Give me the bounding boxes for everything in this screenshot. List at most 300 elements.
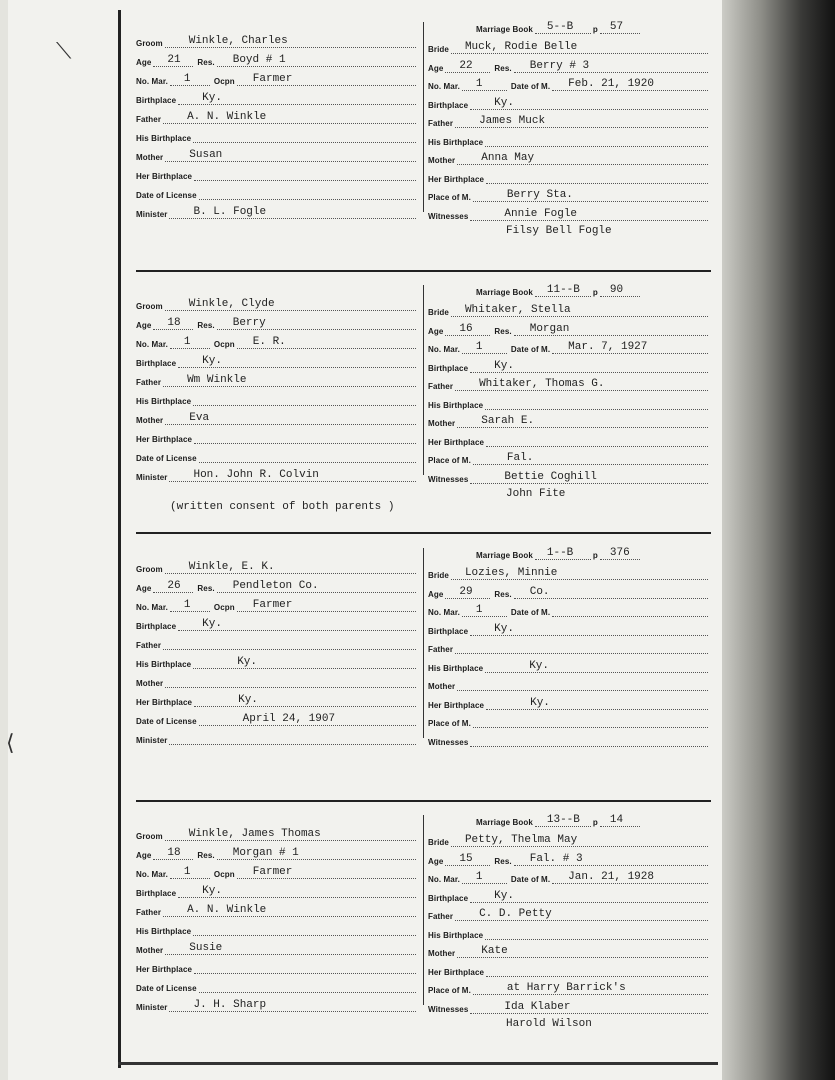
age-label: Age [428, 589, 444, 599]
place-of-m-row [428, 710, 708, 728]
no-mar-row [428, 866, 708, 884]
father-label: Father [428, 119, 454, 128]
date-of-m-fill [552, 870, 708, 884]
minister-value: B. L. Fogle [193, 206, 267, 218]
date-of-m-fill [552, 603, 708, 617]
his-birthplace-row [136, 388, 416, 406]
mother-fill [457, 414, 708, 428]
his-birthplace-fill [485, 926, 708, 940]
mother-label: Mother [136, 153, 164, 162]
res-fill [514, 322, 708, 336]
father-value: Wm Winkle [187, 374, 247, 386]
minister-fill [169, 468, 416, 482]
mother-row [136, 144, 416, 162]
mother-value: Anna May [481, 152, 535, 164]
page-value: 14 [609, 814, 624, 826]
marriage-record [130, 285, 715, 520]
minister-fill [169, 731, 416, 745]
birthplace-row [136, 613, 416, 631]
birthplace-label: Birthplace [136, 359, 177, 368]
father-label: Father [136, 908, 162, 917]
marriage-book-label: Marriage Book [476, 551, 533, 560]
father-row [136, 899, 416, 917]
her-birthplace-row [136, 163, 416, 181]
res-value: Fal. # 3 [529, 852, 583, 865]
date-of-m-fill [552, 340, 708, 354]
age-label: Age [136, 321, 152, 330]
name-row [136, 556, 416, 574]
birthplace-value: Ky. [202, 885, 222, 897]
his-birthplace-fill [193, 922, 416, 936]
his-birthplace-fill [193, 129, 416, 143]
res-fill [217, 846, 416, 860]
mother-fill [165, 148, 416, 162]
birthplace-row [428, 885, 708, 903]
mother-row [428, 673, 708, 691]
father-fill [455, 640, 708, 654]
witnesses-row [428, 203, 708, 221]
mother-label: Mother [428, 949, 456, 958]
no-mar-value: 1 [183, 599, 191, 611]
witnesses-label: Witnesses [428, 474, 469, 484]
mother-value: Eva [189, 412, 210, 424]
age-row [428, 581, 708, 599]
ocpn-value: Farmer [252, 73, 293, 85]
date-of-license-fill [199, 979, 416, 993]
birthplace-label: Birthplace [428, 100, 469, 110]
mother-fill [165, 411, 416, 425]
ocpn-fill [237, 335, 416, 349]
father-fill [455, 114, 708, 128]
no-mar-label: No. Mar. [428, 345, 460, 354]
age-value: 15 [459, 852, 473, 865]
record-separator [136, 532, 711, 534]
witnesses-label: Witnesses [428, 211, 469, 221]
age-value: 22 [459, 59, 473, 72]
no-mar-value: 1 [475, 341, 483, 353]
res-value: Boyd # 1 [232, 54, 286, 66]
book-value: 13--B [546, 814, 580, 826]
no-mar-value: 1 [475, 604, 483, 616]
date-of-license-row [136, 975, 416, 993]
marriage-book-ref [476, 809, 640, 827]
date-of-license-row [136, 182, 416, 200]
res-value: Berry # 3 [529, 59, 590, 72]
her-birthplace-row [428, 692, 708, 710]
minister-value: Hon. John R. Colvin [193, 469, 319, 481]
birthplace-value: Ky. [494, 96, 514, 109]
birthplace-value: Ky. [494, 359, 514, 372]
page-border-bottom [118, 1062, 718, 1065]
marriage-book-label: Marriage Book [476, 25, 533, 34]
date-of-license-label: Date of License [136, 454, 197, 463]
his-birthplace-label: His Birthplace [136, 660, 192, 669]
birthplace-value: Ky. [494, 889, 514, 902]
witnesses-fill [470, 207, 708, 221]
age-row [428, 55, 708, 73]
birthplace-label: Birthplace [136, 889, 177, 898]
name-value: Winkle, Clyde [188, 298, 275, 310]
father-row [136, 369, 416, 387]
date-of-m-label: Date of M. [510, 82, 551, 91]
name-fill [451, 303, 708, 317]
birthplace-row [428, 92, 708, 110]
second-witness: Harold Wilson [506, 1018, 592, 1030]
his-birthplace-value: Ky. [529, 659, 550, 672]
groom-label: Groom [136, 565, 163, 574]
birthplace-fill [470, 889, 708, 903]
birthplace-label: Birthplace [136, 622, 177, 631]
father-fill [163, 636, 416, 650]
ocpn-value: Farmer [252, 866, 293, 878]
father-label: Father [428, 645, 454, 654]
scan-edge-left [0, 0, 8, 1080]
date-of-license-value: April 24, 1907 [242, 713, 336, 725]
mother-label: Mother [136, 416, 164, 425]
mother-row [428, 940, 708, 958]
father-row [428, 903, 708, 921]
place-of-m-value: Fal. [506, 452, 534, 464]
res-label: Res. [494, 589, 512, 599]
place-of-m-fill [473, 451, 708, 465]
birthplace-fill [178, 91, 416, 105]
his-birthplace-row [428, 922, 708, 940]
mother-fill [165, 674, 416, 688]
date-of-m-value: Jan. 21, 1928 [568, 871, 654, 883]
place-of-m-label: Place of M. [428, 193, 471, 202]
date-of-m-label: Date of M. [510, 345, 551, 354]
no-mar-label: No. Mar. [428, 608, 460, 617]
name-fill [165, 827, 416, 841]
minister-row [136, 201, 416, 219]
record-separator [136, 270, 711, 272]
mother-row [428, 410, 708, 428]
age-row [136, 49, 416, 67]
father-label: Father [136, 641, 162, 650]
res-label: Res. [197, 321, 215, 330]
birthplace-label: Birthplace [136, 96, 177, 105]
no-mar-row [136, 68, 416, 86]
father-value: Whitaker, Thomas G. [479, 378, 605, 390]
no-mar-fill [170, 865, 210, 879]
no-mar-value: 1 [183, 336, 191, 348]
age-label: Age [428, 856, 444, 866]
her-birthplace-fill [194, 960, 416, 974]
birthplace-fill [470, 96, 708, 110]
his-birthplace-label: His Birthplace [428, 400, 484, 410]
res-fill [217, 316, 416, 330]
birthplace-row [136, 350, 416, 368]
column-divider [423, 22, 424, 212]
her-birthplace-row [136, 689, 416, 707]
name-row [428, 829, 708, 847]
book-fill [535, 546, 591, 560]
her-birthplace-label: Her Birthplace [136, 698, 193, 707]
place-of-m-label: Place of M. [428, 986, 471, 995]
his-birthplace-row [136, 125, 416, 143]
column-divider [423, 285, 424, 475]
age-value: 18 [167, 317, 181, 329]
bride-label: Bride [428, 838, 449, 847]
mother-label: Mother [428, 156, 456, 165]
place-of-m-value: Berry Sta. [506, 189, 573, 201]
father-row [136, 632, 416, 650]
age-label: Age [136, 851, 152, 860]
name-row [136, 823, 416, 841]
birthplace-fill [178, 354, 416, 368]
age-label: Age [428, 326, 444, 336]
her-birthplace-label: Her Birthplace [428, 174, 485, 184]
her-birthplace-label: Her Birthplace [136, 965, 193, 974]
his-birthplace-row [136, 918, 416, 936]
name-row [136, 293, 416, 311]
res-value: Co. [529, 585, 550, 598]
his-birthplace-fill [193, 392, 416, 406]
witnesses-value: Annie Fogle [504, 207, 578, 220]
no-mar-value: 1 [475, 78, 483, 90]
no-mar-fill [170, 335, 210, 349]
her-birthplace-label: Her Birthplace [136, 435, 193, 444]
father-row [428, 636, 708, 654]
his-birthplace-row [428, 129, 708, 147]
no-mar-fill [170, 598, 210, 612]
his-birthplace-label: His Birthplace [136, 927, 192, 936]
scan-edge-right [722, 0, 835, 1080]
witnesses-label: Witnesses [428, 1004, 469, 1014]
minister-row [136, 464, 416, 482]
res-fill [514, 585, 708, 599]
marriage-book-ref [476, 279, 640, 297]
birthplace-fill [470, 622, 708, 636]
her-birthplace-row [428, 959, 708, 977]
mother-row [136, 407, 416, 425]
marriage-record [130, 815, 715, 1050]
her-birthplace-fill [194, 167, 416, 181]
father-fill [163, 903, 416, 917]
age-row [136, 575, 416, 593]
page-value: 57 [609, 21, 624, 33]
ocpn-label: Ocpn [213, 77, 235, 86]
bride-label: Bride [428, 308, 449, 317]
father-label: Father [136, 378, 162, 387]
birthplace-fill [178, 617, 416, 631]
mother-row [136, 937, 416, 955]
mother-value: Sarah E. [481, 415, 535, 427]
his-birthplace-fill [485, 396, 708, 410]
place-of-m-fill [473, 981, 708, 995]
his-birthplace-row [136, 651, 416, 669]
book-value: 11--B [546, 284, 580, 296]
her-birthplace-row [428, 166, 708, 184]
marriage-record [130, 22, 715, 257]
mother-value: Susie [189, 942, 223, 954]
father-value: A. N. Winkle [187, 111, 267, 123]
name-row [136, 30, 416, 48]
minister-row [136, 727, 416, 745]
birthplace-label: Birthplace [428, 893, 469, 903]
page-fill [600, 546, 640, 560]
witnesses-fill [470, 733, 708, 747]
mother-fill [165, 941, 416, 955]
father-value: C. D. Petty [479, 908, 552, 920]
age-fill [153, 316, 193, 330]
age-fill [153, 53, 193, 67]
her-birthplace-fill [486, 963, 708, 977]
age-label: Age [136, 58, 152, 67]
his-birthplace-fill [485, 659, 708, 673]
book-fill [535, 20, 591, 34]
record-separator [136, 800, 711, 802]
page-label: p [592, 551, 598, 560]
page-fill [600, 283, 640, 297]
date-of-m-value: Mar. 7, 1927 [568, 341, 648, 353]
his-birthplace-fill [485, 133, 708, 147]
page-label: p [592, 288, 598, 297]
his-birthplace-label: His Birthplace [136, 397, 192, 406]
her-birthplace-label: Her Birthplace [428, 967, 485, 977]
date-of-license-label: Date of License [136, 717, 197, 726]
bride-label: Bride [428, 45, 449, 54]
age-value: 29 [459, 585, 473, 598]
minister-label: Minister [136, 1003, 168, 1012]
name-value: Petty, Thelma May [464, 834, 578, 846]
date-of-license-label: Date of License [136, 984, 197, 993]
date-of-license-fill [199, 712, 416, 726]
birthplace-row [428, 618, 708, 636]
res-value: Morgan [529, 322, 570, 335]
res-fill [217, 53, 416, 67]
mother-fill [457, 677, 708, 691]
second-witness: John Fite [506, 488, 566, 500]
birthplace-label: Birthplace [428, 363, 469, 373]
page-value: 376 [609, 547, 630, 559]
ocpn-label: Ocpn [213, 603, 235, 612]
age-value: 18 [167, 847, 181, 859]
age-label: Age [136, 584, 152, 593]
page-label: p [592, 818, 598, 827]
name-value: Lozies, Minnie [464, 567, 558, 579]
her-birthplace-label: Her Birthplace [428, 700, 485, 710]
birthplace-row [136, 87, 416, 105]
father-fill [455, 377, 708, 391]
her-birthplace-value: Ky. [238, 694, 258, 706]
name-value: Whitaker, Stella [464, 304, 571, 316]
birthplace-value: Ky. [202, 618, 222, 630]
groom-label: Groom [136, 39, 163, 48]
witnesses-fill [470, 470, 708, 484]
ocpn-fill [237, 598, 416, 612]
ocpn-label: Ocpn [213, 870, 235, 879]
mother-label: Mother [136, 679, 164, 688]
age-fill [153, 846, 193, 860]
second-witness: Filsy Bell Fogle [506, 225, 612, 237]
his-birthplace-value: Ky. [237, 656, 258, 668]
name-row [428, 299, 708, 317]
name-row [428, 36, 708, 54]
witnesses-row [428, 729, 708, 747]
her-birthplace-fill [486, 696, 708, 710]
place-of-m-fill [473, 714, 708, 728]
place-of-m-row [428, 184, 708, 202]
age-value: 16 [459, 322, 473, 335]
minister-row [136, 994, 416, 1012]
birthplace-value: Ky. [202, 355, 222, 367]
groom-label: Groom [136, 832, 163, 841]
page-fill [600, 813, 640, 827]
marriage-book-ref [476, 16, 640, 34]
res-label: Res. [494, 326, 512, 336]
ocpn-label: Ocpn [213, 340, 235, 349]
res-fill [514, 59, 708, 73]
age-fill [445, 59, 490, 73]
age-value: 21 [167, 54, 181, 66]
no-mar-fill [462, 77, 507, 91]
witnesses-value: Bettie Coghill [504, 470, 597, 483]
witnesses-value: Ida Klaber [504, 1000, 571, 1013]
ocpn-value: E. R. [252, 336, 286, 348]
her-birthplace-fill [194, 430, 416, 444]
book-value: 5--B [546, 21, 574, 33]
no-mar-label: No. Mar. [136, 603, 168, 612]
father-row [136, 106, 416, 124]
ocpn-value: Farmer [252, 599, 293, 611]
no-mar-fill [462, 603, 507, 617]
age-label: Age [428, 63, 444, 73]
no-mar-label: No. Mar. [136, 870, 168, 879]
date-of-m-value: Feb. 21, 1920 [568, 78, 654, 90]
place-of-m-value: at Harry Barrick's [506, 982, 626, 994]
res-label: Res. [197, 58, 215, 67]
age-row [428, 318, 708, 336]
his-birthplace-label: His Birthplace [428, 930, 484, 940]
margin-mark: ⟨ [6, 730, 15, 755]
minister-fill [169, 998, 416, 1012]
father-label: Father [428, 382, 454, 391]
book-fill [535, 813, 591, 827]
name-fill [165, 560, 416, 574]
date-of-m-label: Date of M. [510, 875, 551, 884]
minister-fill [169, 205, 416, 219]
ocpn-fill [237, 72, 416, 86]
res-fill [217, 579, 416, 593]
birthplace-fill [470, 359, 708, 373]
page-fill [600, 20, 640, 34]
page-value: 90 [609, 284, 624, 296]
no-mar-value: 1 [183, 73, 191, 85]
no-mar-value: 1 [475, 871, 483, 883]
place-of-m-row [428, 977, 708, 995]
date-of-license-fill [199, 186, 416, 200]
no-mar-label: No. Mar. [136, 340, 168, 349]
book-value: 1--B [546, 547, 574, 559]
page-label: p [592, 25, 598, 34]
res-value: Pendleton Co. [232, 580, 319, 592]
no-mar-fill [170, 72, 210, 86]
column-divider [423, 815, 424, 1005]
his-birthplace-row [428, 655, 708, 673]
book-fill [535, 283, 591, 297]
ocpn-fill [237, 865, 416, 879]
mother-row [136, 670, 416, 688]
name-fill [451, 566, 708, 580]
age-fill [153, 579, 193, 593]
his-birthplace-fill [193, 655, 416, 669]
res-label: Res. [197, 584, 215, 593]
mother-value: Kate [481, 945, 508, 957]
age-fill [445, 322, 490, 336]
name-fill [451, 833, 708, 847]
father-row [428, 110, 708, 128]
